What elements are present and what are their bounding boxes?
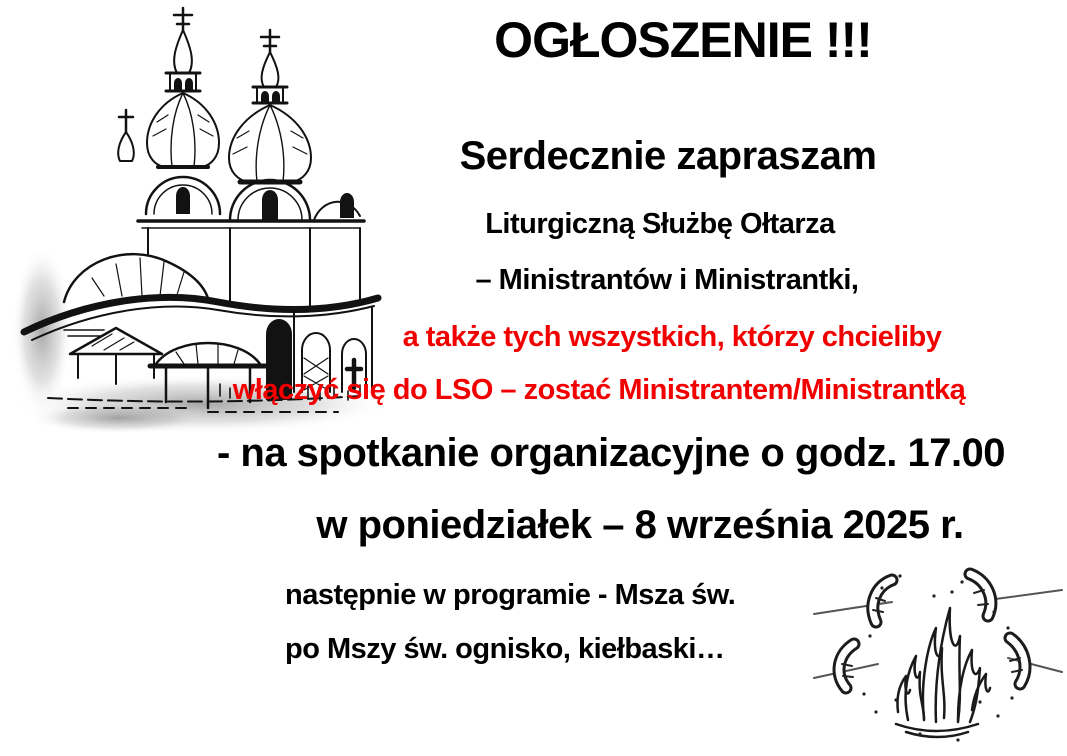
- right-tower-cross-icon: [261, 30, 279, 52]
- sausages: [839, 574, 1025, 688]
- line-program-mass: następnie w programie - Msza św.: [285, 579, 736, 611]
- line-program-campfire: po Mszy św. ognisko, kiełbaski…: [285, 633, 725, 665]
- left-tower: [147, 8, 219, 167]
- right-tower: [229, 30, 311, 182]
- line-meeting-time: - na spotkanie organizacyjne o godz. 17.00: [216, 431, 1006, 475]
- small-left-cross-icon: [118, 110, 134, 161]
- line-liturgical-service: Liturgiczną Służbę Ołtarza: [485, 208, 835, 240]
- line-meeting-date: w poniedziałek – 8 września 2025 r.: [316, 503, 964, 547]
- line-red-emphasis-1: a także tych wszystkich, którzy chcieliby: [402, 321, 942, 353]
- line-ministrants: – Ministrantów i Ministrantki,: [475, 264, 859, 296]
- line-invitation: Serdecznie zapraszam: [459, 134, 877, 178]
- campfire-sausages-svg: [812, 552, 1064, 752]
- church-illustration: [8, 0, 396, 432]
- church-left-fade: [12, 245, 72, 415]
- flames: [896, 608, 990, 737]
- campfire-illustration: [812, 552, 1064, 752]
- church-line-art-svg: [8, 0, 396, 432]
- line-red-emphasis-2: włączyć się do LSO – zostać Ministrantem/Ministrantką: [232, 374, 966, 406]
- poster-title: OGŁOSZENIE !!!: [494, 12, 872, 68]
- left-tower-cross-icon: [174, 8, 192, 30]
